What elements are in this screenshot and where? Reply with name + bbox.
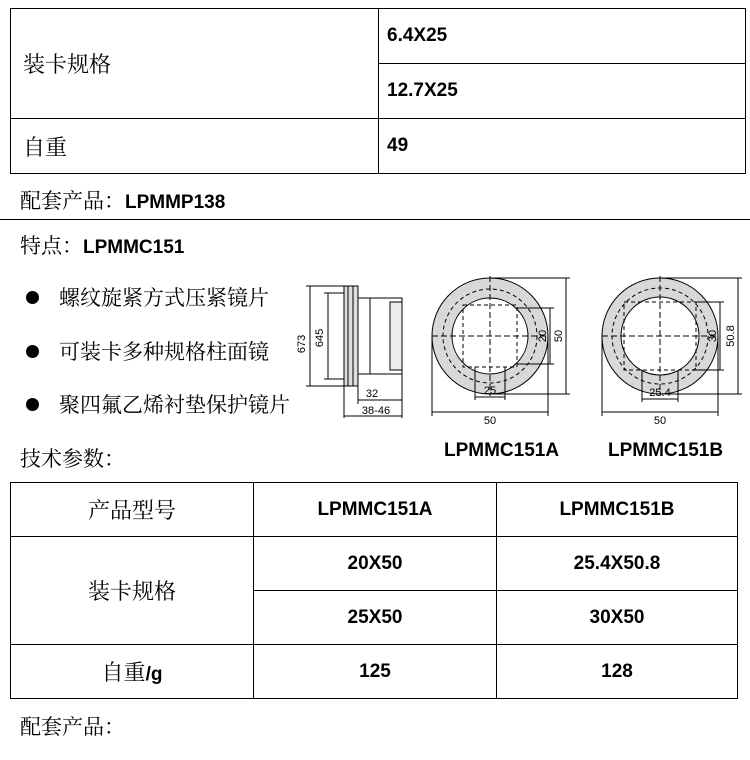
- dim-b-50-8: 50.8: [725, 325, 737, 347]
- front-view-a-drawing: [432, 272, 582, 427]
- section-divider: [0, 219, 750, 220]
- spec-value-1: 6.4X25: [379, 9, 746, 64]
- dim-b-50-horizontal: 50: [653, 415, 667, 427]
- dim-a-50-vertical: 50: [553, 329, 565, 343]
- weight-label-unit: /g: [145, 664, 163, 685]
- weight-value: 49: [379, 119, 746, 174]
- model-b-header: LPMMC151B: [497, 483, 738, 537]
- feature-bullet-3: [26, 389, 290, 419]
- dim-645: 645: [314, 328, 326, 348]
- weight-label: 自重: [11, 119, 379, 174]
- dim-32: 32: [365, 388, 379, 400]
- side-view-drawing: [296, 276, 410, 428]
- feature-text-1: 螺纹旋紧方式压紧镜片: [59, 286, 269, 310]
- accessory-line: [20, 185, 225, 215]
- front-view-b-drawing: [602, 272, 750, 427]
- spec-a-1: 20X50: [254, 537, 497, 591]
- model-header-label: 产品型号: [11, 483, 254, 537]
- weight-b: 128: [497, 645, 738, 699]
- dim-38-46: 38-46: [361, 405, 391, 417]
- feature-text-3: 聚四氟乙烯衬垫保护镜片: [59, 393, 290, 417]
- spec-label: 装卡规格: [11, 537, 254, 645]
- accessory-value: LPMMP138: [125, 192, 226, 213]
- accessory-label: 配套产品：: [20, 189, 125, 213]
- feature-bullet-1: [26, 282, 269, 312]
- dim-b-25-4: 25.4: [649, 387, 671, 399]
- tech-params-label: 技术参数：: [20, 447, 125, 471]
- spec-value-2: 12.7X25: [379, 64, 746, 119]
- feature-bullet-2: [26, 336, 269, 366]
- spec-label: 装卡规格: [11, 9, 379, 119]
- features-line: [20, 230, 184, 260]
- spec-b-2: 30X50: [497, 591, 738, 645]
- dim-673: 673: [296, 334, 308, 354]
- dim-b-30: 30: [707, 329, 719, 343]
- spec-table-models: [10, 482, 738, 699]
- weight-label-zh: 自重: [101, 661, 146, 686]
- bullet-dot: [26, 345, 39, 358]
- dim-a-20: 20: [537, 329, 549, 343]
- spec-table-mount: [10, 8, 746, 174]
- weight-label: [11, 645, 254, 699]
- features-model: LPMMC151: [83, 237, 185, 258]
- feature-text-2: 可装卡多种规格柱面镜: [59, 340, 269, 364]
- weight-a: 125: [254, 645, 497, 699]
- features-label: 特点：: [20, 234, 83, 258]
- dim-a-50-horizontal: 50: [483, 415, 497, 427]
- caption-model-a: LPMMC151A: [444, 440, 560, 461]
- spec-a-2: 25X50: [254, 591, 497, 645]
- dim-a-25: 25: [483, 385, 497, 397]
- spec-b-1: 25.4X50.8: [497, 537, 738, 591]
- accessory-line-2: 配套产品：: [20, 715, 125, 739]
- caption-model-b: LPMMC151B: [608, 440, 724, 461]
- bullet-dot: [26, 398, 39, 411]
- model-a-header: LPMMC151A: [254, 483, 497, 537]
- bullet-dot: [26, 291, 39, 304]
